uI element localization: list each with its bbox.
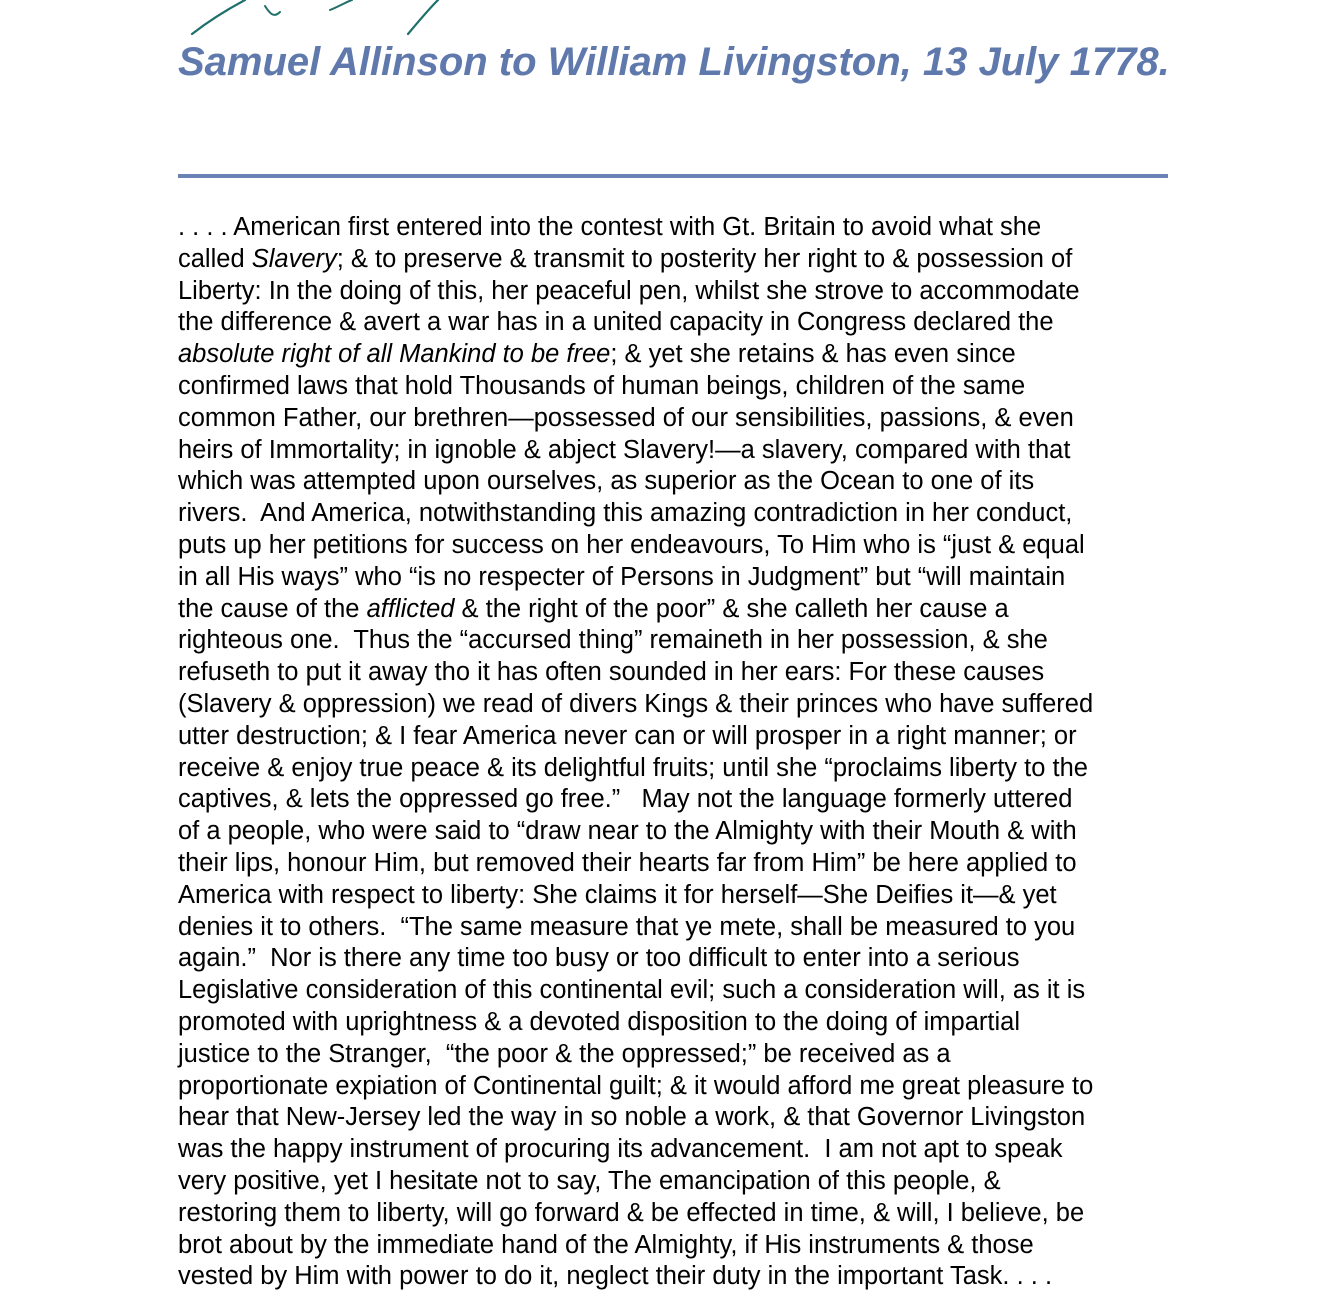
text-line: [178, 1198, 1178, 1230]
text-line: [178, 880, 1178, 912]
text-line: [178, 816, 1178, 848]
text-line: [178, 466, 1178, 498]
text-line: [178, 244, 1178, 276]
text-run: the difference & avert a war has in a united capacity in Congress declared the: [178, 308, 1054, 337]
text-run: . . . . American first entered into the contest with Gt. Britain to avoid what she: [178, 213, 1042, 241]
text-line: [178, 1071, 1178, 1103]
text-run: justice to the Stranger, “the poor & the oppressed;” be received as a: [178, 1039, 951, 1068]
text-run: America with respect to liberty: She claims it for herself—She Deifies it—& yet: [178, 880, 1057, 909]
text-line: [178, 435, 1178, 467]
text-run: called: [178, 244, 252, 273]
text-run: Legislative consideration of this continental evil; such a consideration will, as it is: [178, 976, 1086, 1005]
text-run: which was attempted upon ourselves, as superior as the Ocean to one of its: [178, 467, 1035, 496]
italic-text: absolute right of all Mankind to be free: [178, 340, 611, 369]
text-line: [178, 371, 1178, 403]
text-run: vested by Him with power to do it, neglect their duty in the important Task. . . .: [178, 1262, 1053, 1291]
text-run: & the right of the poor” & she calleth her cause a: [454, 594, 1009, 623]
text-run: again.” Nor is there any time too busy or too difficult to enter into a serious: [178, 944, 1020, 973]
text-line: [178, 657, 1178, 689]
text-line: [178, 943, 1178, 975]
letter-body: [178, 212, 1178, 1293]
italic-text: Slavery: [251, 244, 337, 273]
text-run: the cause of the: [178, 594, 367, 623]
text-run: puts up her petitions for success on her endeavours, To Him who is “just & equal: [178, 530, 1085, 559]
text-line: [178, 562, 1178, 594]
text-run: rivers. And America, notwithstanding this amazing contradiction in her conduct,: [178, 499, 1073, 528]
text-line: [178, 689, 1178, 721]
text-line: [178, 975, 1178, 1007]
text-run: captives, & lets the oppressed go free.” May not the language formerly uttered: [178, 785, 1073, 814]
text-line: [178, 530, 1178, 562]
text-line: [178, 1102, 1178, 1134]
text-line: [178, 753, 1178, 785]
text-line: [178, 594, 1178, 626]
text-run: righteous one. Thus the “accursed thing” remaineth in her possession, & she: [178, 626, 1048, 655]
text-line: [178, 1230, 1178, 1262]
text-run: (Slavery & oppression) we read of divers Kings & their princes who have suffered: [178, 689, 1094, 718]
text-run: utter destruction; & I fear America never can or will prosper in a right manner; or: [178, 721, 1077, 750]
text-line: [178, 276, 1178, 308]
text-line: [178, 1261, 1178, 1293]
text-run: heirs of Immortality; in ignoble & abject Slavery!—a slavery, compared with that: [178, 435, 1071, 464]
text-run: very positive, yet I hesitate not to say, The emancipation of this people, &: [178, 1166, 1001, 1195]
page-title: Samuel Allinson to William Livingston, 13 July 1778.: [178, 40, 1170, 84]
text-run: ; & to preserve & transmit to posterity her right to & possession of: [336, 244, 1073, 273]
text-line: [178, 1007, 1178, 1039]
text-run: hear that New-Jersey led the way in so noble a work, & that Governor Livingston: [178, 1103, 1086, 1132]
text-line: [178, 912, 1178, 944]
text-run: in all His ways” who “is no respecter of Persons in Judgment” but “will maintain: [178, 562, 1066, 591]
text-line: [178, 498, 1178, 530]
text-line: [178, 1166, 1178, 1198]
text-run: brot about by the immediate hand of the Almighty, if His instruments & those: [178, 1230, 1034, 1259]
text-line: [178, 625, 1178, 657]
text-line: [178, 212, 1178, 244]
text-run: ; & yet she retains & has even since: [610, 340, 1016, 369]
text-line: [178, 721, 1178, 753]
text-run: promoted with uprightness & a devoted disposition to the doing of impartial: [178, 1007, 1020, 1036]
text-run: refuseth to put it away tho it has often sounded in her ears: For these causes: [178, 658, 1045, 687]
text-run: was the happy instrument of procuring its advancement. I am not apt to speak: [178, 1135, 1063, 1164]
text-line: [178, 784, 1178, 816]
italic-text: afflicted: [366, 594, 455, 623]
text-line: [178, 403, 1178, 435]
title-divider: [178, 174, 1168, 178]
text-run: confirmed laws that hold Thousands of human beings, children of the same: [178, 371, 1026, 400]
text-run: Liberty: In the doing of this, her peaceful pen, whilst she strove to accommodate: [178, 276, 1080, 305]
text-run: of a people, who were said to “draw near to the Almighty with their Mouth & with: [178, 817, 1077, 846]
text-line: [178, 848, 1178, 880]
text-line: [178, 339, 1178, 371]
text-run: denies it to others. “The same measure that ye mete, shall be measured to you: [178, 912, 1076, 941]
handwritten-flourish: [170, 0, 470, 40]
text-line: [178, 307, 1178, 339]
text-run: restoring them to liberty, will go forward & be effected in time, & will, I believe, be: [178, 1198, 1085, 1227]
text-line: [178, 1039, 1178, 1071]
text-run: proportionate expiation of Continental guilt; & it would afford me great pleasure to: [178, 1071, 1094, 1100]
text-line: [178, 1134, 1178, 1166]
text-run: common Father, our brethren—possessed of our sensibilities, passions, & even: [178, 403, 1074, 432]
text-run: their lips, honour Him, but removed their hearts far from Him” be here applied to: [178, 848, 1077, 877]
text-run: receive & enjoy true peace & its delightful fruits; until she “proclaims liberty to the: [178, 753, 1088, 782]
